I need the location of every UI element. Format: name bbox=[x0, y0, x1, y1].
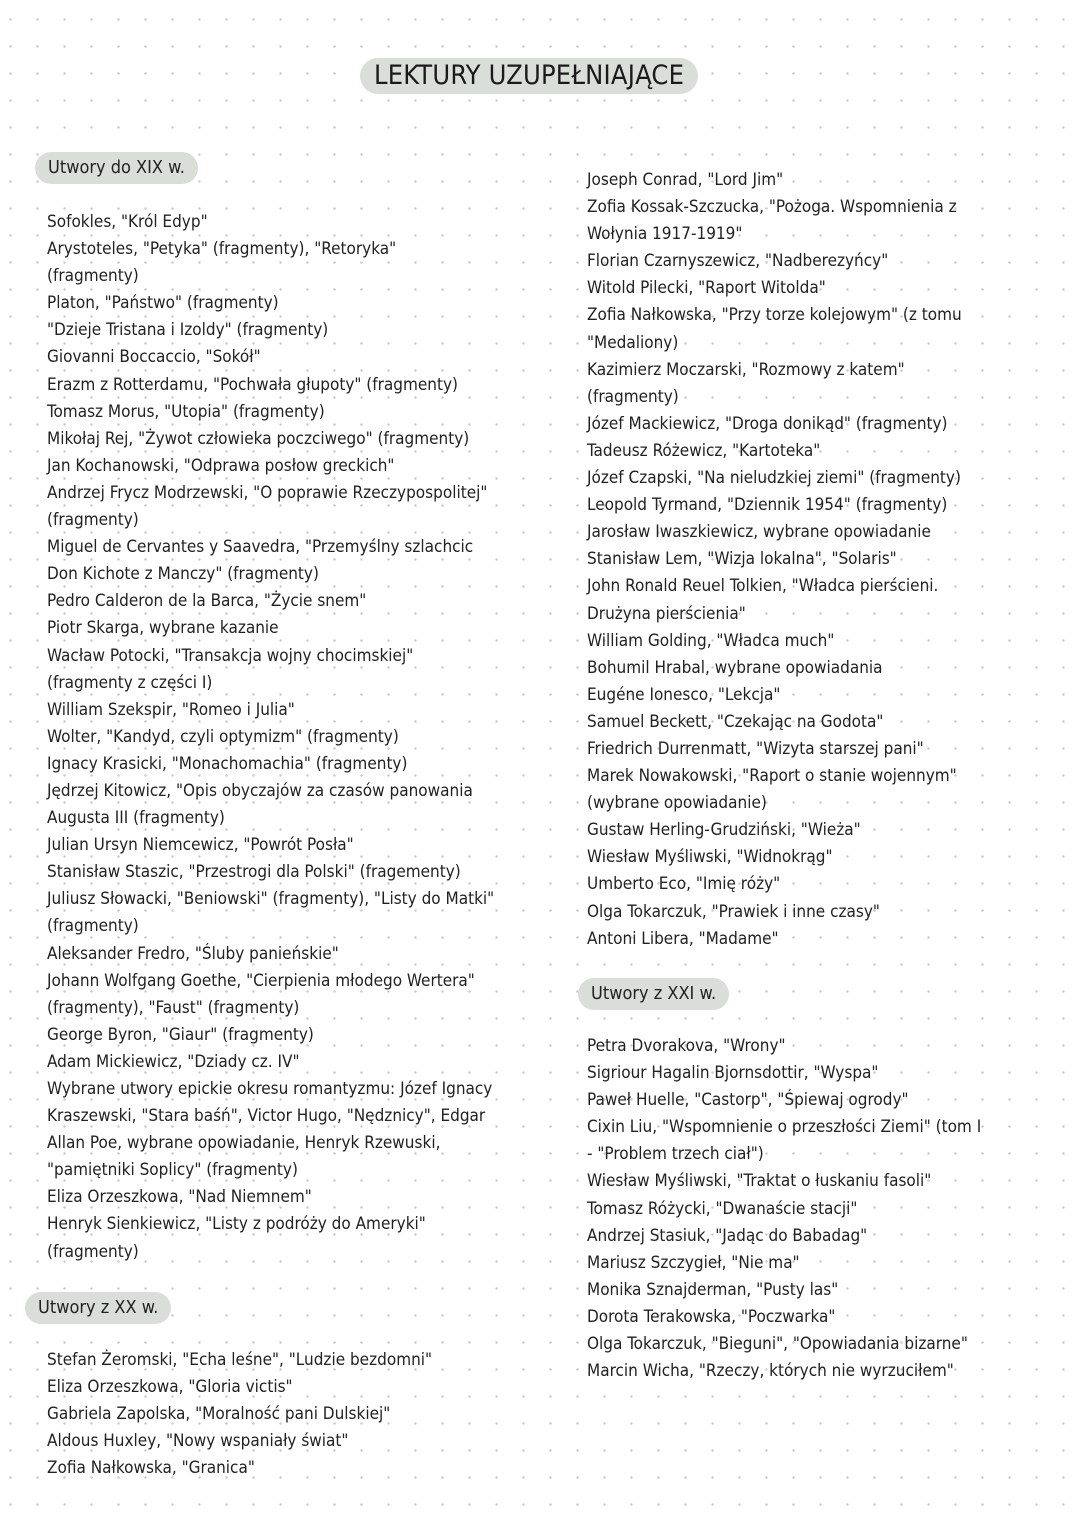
list-item-line: Tomasz Różycki, "Dwanaście stacji" bbox=[587, 1198, 858, 1219]
list-item-line: Pedro Calderon de la Barca, "Życie snem" bbox=[47, 591, 367, 612]
list-item-line: Don Kichote z Manczy" (fragmenty) bbox=[47, 564, 319, 585]
list-item-line: Platon, "Państwo" (fragmenty) bbox=[47, 293, 279, 314]
list-item bbox=[47, 778, 494, 832]
list-item bbox=[47, 453, 494, 480]
section-heading-xx: Utwory z XX w. bbox=[25, 1292, 171, 1324]
list-item bbox=[47, 399, 494, 426]
list-item-line: Cixin Liu, "Wspomnienie o przeszłości Ziemi" (tom I bbox=[587, 1117, 982, 1138]
list-item bbox=[587, 682, 962, 709]
list-item-line: (fragmenty) bbox=[47, 510, 139, 531]
list-item bbox=[47, 1455, 432, 1482]
list-item-line: Florian Czarnyszewicz, "Nadberezyńcy" bbox=[587, 251, 889, 272]
list-item-line: Paweł Huelle, "Castorp", "Śpiewaj ogrody" bbox=[587, 1090, 909, 1111]
list-item-line: Dorota Terakowska, "Poczwarka" bbox=[587, 1306, 836, 1327]
list-item-line: Johann Wolfgang Goethe, "Cierpienia młodego Wertera" bbox=[47, 970, 475, 991]
list-item-line: George Byron, "Giaur" (fragmenty) bbox=[47, 1024, 314, 1045]
list-item-line: Jędrzej Kitowicz, "Opis obyczajów za czasów panowania bbox=[47, 780, 473, 801]
list-item-line: Eugéne Ionesco, "Lekcja" bbox=[587, 684, 781, 705]
list-item-line: Jarosław Iwaszkiewicz, wybrane opowiadanie bbox=[587, 522, 931, 543]
list-item bbox=[47, 426, 494, 453]
list-item bbox=[587, 1087, 981, 1114]
list-item bbox=[587, 1223, 981, 1250]
list-item-line: Arystoteles, "Petyka" (fragmenty), "Retoryka" bbox=[47, 239, 397, 260]
list-item bbox=[587, 871, 962, 898]
list-item-line: Marcin Wicha, "Rzeczy, których nie wyrzuciłem" bbox=[587, 1361, 954, 1382]
list-item bbox=[47, 724, 494, 751]
list-item-line: Zofia Kossak-Szczucka, "Pożoga. Wspomnienia z bbox=[587, 197, 957, 218]
list-item bbox=[587, 763, 962, 817]
list-item bbox=[587, 1168, 981, 1195]
list-item bbox=[587, 194, 962, 248]
list-item-line: Antoni Libera, "Madame" bbox=[587, 928, 779, 949]
list-item-line: (fragmenty) bbox=[587, 386, 679, 407]
list-item bbox=[47, 1347, 432, 1374]
list-item-line: Piotr Skarga, wybrane kazanie bbox=[47, 618, 279, 639]
list-item bbox=[47, 968, 494, 1022]
list-item bbox=[587, 1033, 981, 1060]
list-item bbox=[587, 1114, 981, 1168]
list-item-line: William Golding, "Władca much" bbox=[587, 630, 835, 651]
list-item-line: Leopold Tyrmand, "Dziennik 1954" (fragmenty) bbox=[587, 495, 948, 516]
list-item bbox=[47, 615, 494, 642]
list-item-line: John Ronald Reuel Tolkien, "Władca pierścieni. bbox=[587, 576, 939, 597]
list-item-line: Józef Mackiewicz, "Droga donikąd" (fragmenty) bbox=[587, 413, 948, 434]
list-item-line: Mikołaj Rej, "Żywot człowieka poczciwego" (fragmenty) bbox=[47, 428, 470, 449]
list-item bbox=[47, 209, 494, 236]
list-item-line: Eliza Orzeszkowa, "Nad Niemnem" bbox=[47, 1187, 312, 1208]
list-item bbox=[47, 1076, 494, 1184]
list-item-line: Erazm z Rotterdamu, "Pochwała głupoty" (fragmenty) bbox=[47, 374, 459, 395]
list-item bbox=[587, 1196, 981, 1223]
list-item-line: Petra Dvorakova, "Wrony" bbox=[587, 1036, 786, 1056]
list-item-line: Andrzej Frycz Modrzewski, "O poprawie Rzeczypospolitej" bbox=[47, 482, 488, 503]
list-item bbox=[47, 1022, 494, 1049]
list-item-line: Stanisław Lem, "Wizja lokalna", "Solaris" bbox=[587, 549, 897, 570]
list-item-line: Monika Sznajderman, "Pusty las" bbox=[587, 1279, 839, 1300]
list-item-line: Julian Ursyn Niemcewicz, "Powrót Posła" bbox=[47, 835, 354, 856]
list-item-line: Witold Pilecki, "Raport Witolda" bbox=[587, 278, 826, 299]
list-item bbox=[587, 1250, 981, 1277]
list-item-line: (fragmenty) bbox=[47, 916, 139, 937]
list-item bbox=[587, 1358, 981, 1385]
list-xxi bbox=[587, 1033, 981, 1385]
list-item-line: "Medaliony) bbox=[587, 332, 679, 353]
list-item-line: Miguel de Cervantes y Saavedra, "Przemyślny szlachcic bbox=[47, 537, 474, 558]
list-item-line: Bohumil Hrabal, wybrane opowiadania bbox=[587, 657, 883, 678]
list-item-line: Tadeusz Różewicz, "Kartoteka" bbox=[587, 440, 821, 461]
list-item-line: Stefan Żeromski, "Echa leśne", "Ludzie bezdomni" bbox=[47, 1350, 433, 1370]
list-item bbox=[47, 1184, 494, 1211]
list-item bbox=[47, 236, 494, 290]
list-item bbox=[47, 588, 494, 615]
list-item-line: Umberto Eco, "Imię róży" bbox=[587, 874, 781, 895]
list-item-line: Kraszewski, "Stara baśń", Victor Hugo, "Nędznicy", Edgar bbox=[47, 1106, 486, 1127]
list-item-line: (fragmenty) bbox=[47, 266, 139, 287]
section-heading-xix: Utwory do XIX w. bbox=[35, 152, 198, 184]
list-item-line: Olga Tokarczuk, "Bieguni", "Opowiadania bizarne" bbox=[587, 1334, 968, 1355]
list-item-line: "Dzieje Tristana i Izoldy" (fragmenty) bbox=[47, 320, 329, 341]
list-item-line: Kazimierz Moczarski, "Rozmowy z katem" bbox=[587, 359, 905, 380]
list-item-line: (wybrane opowiadanie) bbox=[587, 793, 767, 814]
list-item bbox=[47, 751, 494, 778]
list-item bbox=[47, 1428, 432, 1455]
list-item-line: Wolter, "Kandyd, czyli optymizm" (fragmenty) bbox=[47, 726, 399, 747]
list-item-line: Wybrane utwory epickie okresu romantyzmu: Józef Ignacy bbox=[47, 1079, 493, 1099]
list-item-line: Olga Tokarczuk, "Prawiek i inne czasy" bbox=[587, 901, 880, 922]
list-xx-right bbox=[587, 167, 962, 953]
list-item bbox=[47, 859, 494, 886]
list-item-line: Sofokles, "Król Edyp" bbox=[47, 212, 208, 232]
list-item-line: (fragmenty) bbox=[47, 1241, 139, 1262]
list-item-line: Drużyna pierścienia" bbox=[587, 603, 746, 624]
list-item-line: (fragmenty), "Faust" (fragmenty) bbox=[47, 997, 300, 1018]
list-item-line: Wołynia 1917-1919" bbox=[587, 224, 743, 245]
list-item bbox=[587, 899, 962, 926]
list-item-line: Aleksander Fredro, "Śluby panieńskie" bbox=[47, 943, 339, 964]
section-heading-xxi: Utwory z XXI w. bbox=[578, 978, 729, 1010]
list-item bbox=[587, 817, 962, 844]
list-item-line: Stanisław Staszic, "Przestrogi dla Polski" (fragementy) bbox=[47, 862, 461, 883]
list-item-line: (fragmenty z części I) bbox=[47, 672, 213, 693]
list-item bbox=[47, 697, 494, 724]
list-item-line: Józef Czapski, "Na nieludzkiej ziemi" (fragmenty) bbox=[587, 468, 961, 489]
list-item bbox=[587, 519, 962, 546]
list-item bbox=[587, 1331, 981, 1358]
list-item bbox=[587, 438, 962, 465]
list-item-line: Aldous Huxley, "Nowy wspaniały świat" bbox=[47, 1431, 349, 1452]
list-item-line: Zofia Nałkowska, "Granica" bbox=[47, 1458, 255, 1479]
list-item bbox=[587, 465, 962, 492]
list-xix bbox=[47, 209, 494, 1266]
list-item-line: Sigriour Hagalin Bjornsdottir, "Wyspa" bbox=[587, 1063, 879, 1084]
list-item bbox=[587, 546, 962, 573]
list-item bbox=[587, 628, 962, 655]
list-item bbox=[587, 736, 962, 763]
list-item-line: Joseph Conrad, "Lord Jim" bbox=[587, 170, 784, 190]
list-item bbox=[587, 844, 962, 871]
list-item-line: Wiesław Myśliwski, "Widnokrąg" bbox=[587, 847, 833, 868]
list-item-line: Eliza Orzeszkowa, "Gloria victis" bbox=[47, 1377, 293, 1398]
list-item-line: Marek Nowakowski, "Raport o stanie wojennym" bbox=[587, 766, 957, 787]
list-item-line: Wiesław Myśliwski, "Traktat o łuskaniu fasoli" bbox=[587, 1171, 932, 1192]
list-item bbox=[47, 534, 494, 588]
list-item bbox=[47, 344, 494, 371]
list-item bbox=[47, 1401, 432, 1428]
list-item-line: Juliusz Słowacki, "Beniowski" (fragmenty), "Listy do Matki" bbox=[47, 889, 495, 910]
list-item bbox=[47, 1374, 432, 1401]
list-item-line: Zofia Nałkowska, "Przy torze kolejowym" (z tomu bbox=[587, 305, 962, 326]
list-item-line: Samuel Beckett, "Czekając na Godota" bbox=[587, 711, 884, 732]
list-item bbox=[47, 1049, 494, 1076]
list-item-line: - "Problem trzech ciał") bbox=[587, 1144, 764, 1165]
list-item bbox=[47, 372, 494, 399]
list-item bbox=[587, 411, 962, 438]
list-item bbox=[47, 1211, 494, 1265]
list-xx-left bbox=[47, 1347, 432, 1482]
list-item bbox=[47, 941, 494, 968]
list-item bbox=[47, 317, 494, 344]
list-item-line: Tomasz Morus, "Utopia" (fragmenty) bbox=[47, 401, 325, 422]
list-item bbox=[587, 492, 962, 519]
list-item bbox=[587, 302, 962, 356]
list-item bbox=[47, 643, 494, 697]
list-item-line: Gustaw Herling-Grudziński, "Wieża" bbox=[587, 820, 861, 841]
list-item-line: Jan Kochanowski, "Odprawa posłow greckich" bbox=[47, 455, 395, 476]
list-item bbox=[47, 832, 494, 859]
list-item-line: Friedrich Durrenmatt, "Wizyta starszej pani" bbox=[587, 738, 924, 759]
list-item-line: Allan Poe, wybrane opowiadanie, Henryk Rzewuski, bbox=[47, 1133, 441, 1154]
list-item bbox=[47, 290, 494, 317]
list-item bbox=[587, 655, 962, 682]
list-item bbox=[47, 886, 494, 940]
list-item-line: Andrzej Stasiuk, "Jadąc do Babadag" bbox=[587, 1225, 868, 1246]
list-item-line: Giovanni Boccaccio, "Sokół" bbox=[47, 347, 261, 368]
list-item bbox=[587, 248, 962, 275]
list-item-line: William Szekspir, "Romeo i Julia" bbox=[47, 699, 295, 720]
list-item-line: Henryk Sienkiewicz, "Listy z podróży do Ameryki" bbox=[47, 1214, 426, 1235]
list-item-line: Wacław Potocki, "Transakcja wojny chocimskiej" bbox=[47, 645, 414, 666]
list-item bbox=[587, 709, 962, 736]
list-item bbox=[587, 1060, 981, 1087]
list-item-line: "pamiętniki Soplicy" (fragmenty) bbox=[47, 1160, 298, 1181]
list-item-line: Mariusz Szczygieł, "Nie ma" bbox=[587, 1252, 800, 1273]
list-item bbox=[587, 573, 962, 627]
list-item-line: Ignacy Krasicki, "Monachomachia" (fragmenty) bbox=[47, 753, 408, 774]
list-item bbox=[47, 480, 494, 534]
list-item-line: Augusta III (fragmenty) bbox=[47, 808, 225, 829]
list-item bbox=[587, 167, 962, 194]
list-item bbox=[587, 357, 962, 411]
page-title: LEKTURY UZUPEŁNIAJĄCE bbox=[360, 58, 698, 94]
list-item-line: Adam Mickiewicz, "Dziady cz. IV" bbox=[47, 1051, 300, 1072]
list-item bbox=[587, 1277, 981, 1304]
list-item-line: Gabriela Zapolska, "Moralność pani Dulskiej" bbox=[47, 1404, 391, 1425]
list-item bbox=[587, 926, 962, 953]
list-item bbox=[587, 1304, 981, 1331]
list-item bbox=[587, 275, 962, 302]
